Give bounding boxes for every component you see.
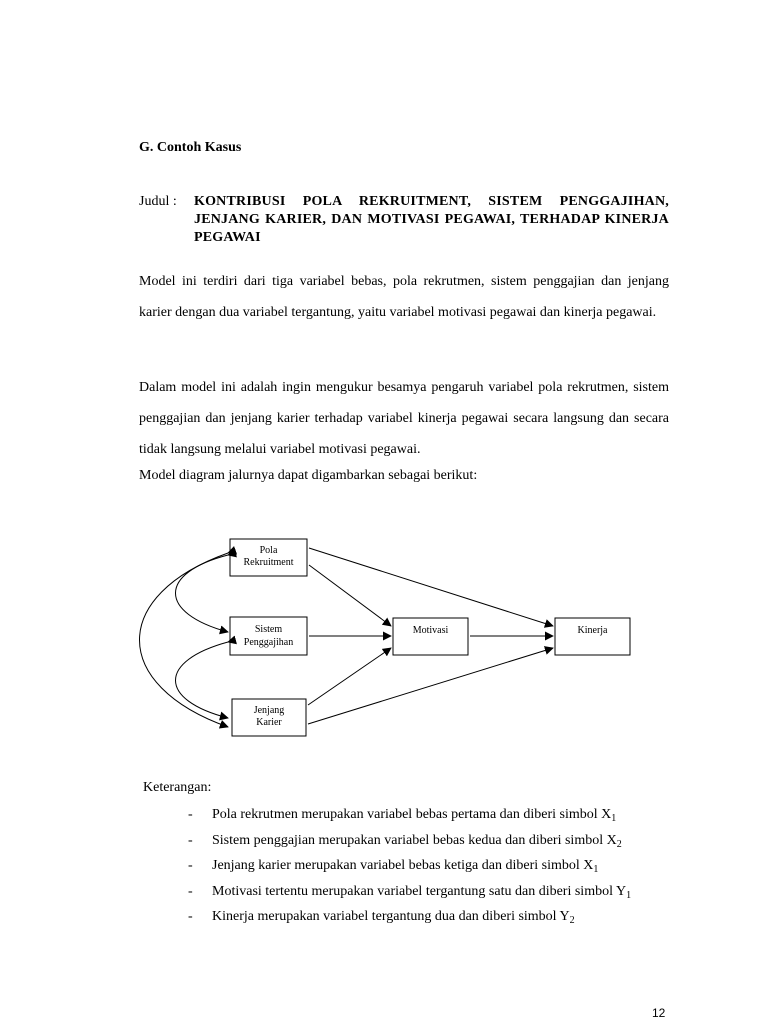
section-heading: G. Contoh Kasus xyxy=(139,140,242,155)
list-item-subscript: 1 xyxy=(626,889,632,901)
paragraph-diagram-intro: Model diagram jalurnya dapat digambarkan sebagai berikut: xyxy=(139,468,478,483)
title-label: Judul : xyxy=(139,194,177,209)
correlation-pola-jenjang xyxy=(140,553,229,727)
list-item-subscript: 2 xyxy=(569,915,575,926)
path-diagram xyxy=(120,525,650,755)
list-item xyxy=(188,906,631,932)
list-dash: - xyxy=(188,909,193,924)
list-item xyxy=(188,804,631,830)
node-sistem-line2: Penggajihan xyxy=(243,637,294,648)
path-pola-to-kinerja xyxy=(309,548,553,626)
title-text: KONTRIBUSI POLA REKRUITMENT, SISTEM PENGGAJIHAN, JENJANG KARIER, DAN MOTIVASI PEGAWAI, TERHADAP KINERJA PEGAWAI xyxy=(194,194,669,245)
notes-label: Keterangan: xyxy=(143,780,212,795)
paragraph-model-purpose: Dalam model ini adalah ingin mengukur besamya pengaruh variabel pola rekrutmen, sistem penggajian dan jenjang karier terhadap variabel kinerja pegawai secara langsung dan secara tidak langsung melalui variabel motivasi pegawai. xyxy=(139,380,669,457)
list-item-text: Motivasi tertentu merupakan variabel tergantung satu dan diberi simbol Y xyxy=(212,883,627,899)
list-item-text: Sistem penggajian merupakan variabel bebas kedua dan diberi simbol X xyxy=(212,832,617,848)
list-dash: - xyxy=(188,858,193,873)
list-item-text: Pola rekrutmen merupakan variabel bebas pertama dan diberi simbol X xyxy=(212,807,612,822)
notes-list xyxy=(188,804,631,932)
list-dash: - xyxy=(188,807,193,822)
path-jenjang-to-kinerja xyxy=(308,648,553,724)
list-item-subscript: 1 xyxy=(593,864,599,875)
list-item xyxy=(188,855,631,881)
list-dash: - xyxy=(188,883,193,899)
node-kinerja-label: Kinerja xyxy=(577,625,608,636)
node-sistem-line1: Sistem xyxy=(254,624,283,635)
list-item-subscript: 1 xyxy=(611,813,617,824)
list-item xyxy=(188,830,631,856)
list-item-subscript: 2 xyxy=(616,838,622,850)
node-jenjang-line1: Jenjang xyxy=(253,705,285,716)
correlation-pola-sistem xyxy=(176,555,229,632)
list-item xyxy=(188,881,631,907)
node-motivasi-label: Motivasi xyxy=(412,625,449,636)
title-block xyxy=(139,193,669,247)
list-dash: - xyxy=(188,832,193,848)
path-pola-to-motivasi xyxy=(309,565,391,626)
path-jenjang-to-motivasi xyxy=(308,648,391,705)
list-item-text: Jenjang karier merupakan variabel bebas ketiga dan diberi simbol X xyxy=(212,858,594,873)
node-pola-line2: Rekruitment xyxy=(243,557,294,568)
node-jenjang-line2: Karier xyxy=(256,717,282,728)
node-pola-rekruitment xyxy=(230,539,307,576)
paragraph-model-description: Model ini terdiri dari tiga variabel bebas, pola rekrutmen, sistem penggajian dan jenjang karier dengan dua variabel tergantung, yaitu variabel motivasi pegawai dan kinerja pegawai. xyxy=(139,274,669,320)
page-number: 12 xyxy=(652,1006,666,1020)
list-item-text: Kinerja merupakan variabel tergantung dua dan diberi simbol Y xyxy=(212,909,570,924)
node-jenjang-karier xyxy=(232,699,306,736)
node-motivasi xyxy=(393,618,468,655)
correlation-sistem-jenjang xyxy=(176,642,229,718)
node-kinerja xyxy=(555,618,630,655)
node-pola-line1: Pola xyxy=(259,545,278,556)
node-sistem-penggajihan xyxy=(230,617,307,655)
